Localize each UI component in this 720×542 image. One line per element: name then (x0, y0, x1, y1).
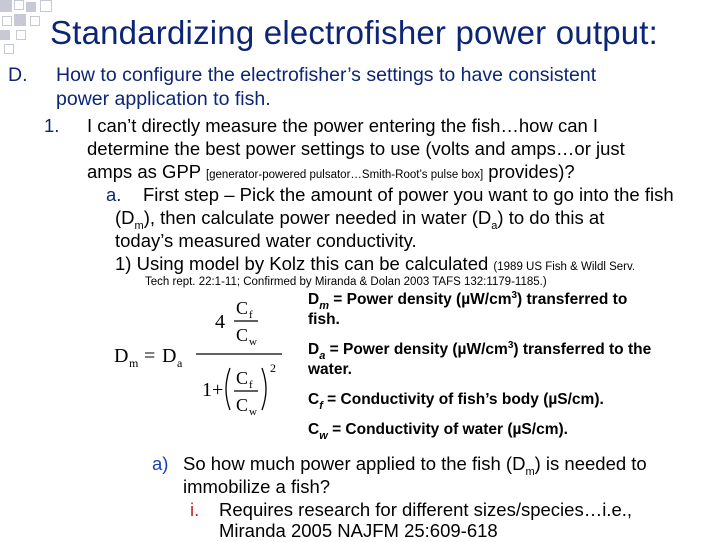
question-a-text2: ) is needed to (534, 453, 647, 474)
formula-one-plus: 1+ (202, 379, 224, 401)
def-da-text2: ) transferred to the (513, 341, 652, 358)
item-a-line2 (115, 207, 605, 232)
item-1-marker: 1. (44, 115, 60, 136)
def-da-sup: 3 (507, 340, 514, 351)
formula-C3: C (236, 368, 249, 388)
definition-cf (308, 391, 604, 412)
def-dm-text: = Power density (µW/cm (328, 291, 512, 308)
definition-da-line1 (308, 340, 652, 362)
formula-C4: C (236, 395, 249, 415)
step-1-line2: Tech rept. 22:1-11; Confirmed by Miranda & Dolan 2003 TAFS 132:1179-1185.) (145, 276, 547, 288)
def-dm-sub: m (319, 300, 329, 312)
subscript-m: m (134, 220, 144, 232)
formula-rhs-D: D (162, 345, 177, 367)
def-cw-C: C (308, 421, 320, 438)
def-cf-C: C (308, 391, 320, 408)
question-a-line2: immobilize a fish? (183, 476, 331, 497)
def-dm-sup: 3 (511, 290, 518, 301)
formula-lhs-m: m (129, 356, 139, 370)
formula-C1: C (236, 298, 249, 318)
formula-w2: w (249, 406, 257, 418)
item-1-line2: determine the best power settings to use (volts and amps…or just (87, 138, 625, 159)
definition-dm-line2: fish. (308, 311, 340, 328)
def-da-D: D (308, 341, 320, 358)
item-a-marker: a. (106, 184, 122, 205)
item-i-line2: Miranda 2005 NAJFM 25:609-618 (219, 520, 498, 541)
kolz-formula (112, 290, 307, 430)
item-1-line3-a: amps as GPP (87, 161, 201, 182)
definition-da-line2: water. (308, 361, 352, 378)
def-cw-text: = Conductivity of water (µS/cm). (327, 421, 568, 438)
def-da-text: = Power density (µW/cm (325, 341, 508, 358)
question-a-sub: m (525, 466, 535, 478)
def-cw-sub: w (319, 430, 328, 442)
step-1-text: 1) Using model by Kolz this can be calculated (115, 253, 489, 274)
formula-C2: C (236, 325, 249, 345)
formula-four: 4 (215, 311, 225, 333)
question-a-marker: a) (152, 453, 169, 474)
definition-dm-line1 (308, 290, 628, 312)
formula-equals: = (144, 345, 156, 367)
item-a-line3: today’s measured water conductivity. (115, 230, 417, 251)
item-a-line1: First step – Pick the amount of power you want to go into the fish (143, 184, 674, 205)
formula-exponent: 2 (270, 361, 276, 375)
item-a-line2-c: ), then calculate power needed in water (D (143, 207, 492, 228)
formula-rhs-a: a (177, 356, 183, 370)
item-i-line1: Requires research for different sizes/species…i.e., (219, 499, 633, 520)
item-a-line2-a: (D (115, 207, 135, 228)
def-dm-D: D (308, 291, 320, 308)
definition-cw (308, 421, 568, 442)
formula-f2: f (249, 379, 253, 391)
item-1-line3 (87, 161, 575, 183)
slide-title: Standardizing electrofisher power output: (50, 14, 659, 51)
item-i-marker: i. (190, 499, 200, 520)
question-a-text: So how much power applied to the fish (D (183, 453, 526, 474)
def-dm-text2: ) transferred to (517, 291, 628, 308)
item-1-line3-c: provides)? (488, 161, 575, 182)
bullet-d-line2: power application to fish. (56, 88, 271, 110)
question-a-line1 (183, 453, 647, 478)
item-1-line1: I can’t directly measure the power entering the fish…how can I (87, 115, 599, 136)
def-cf-sub: f (319, 400, 323, 412)
bullet-d-marker: D. (8, 64, 28, 86)
step-1-citation: (1989 US Fish & Wildl Serv. (493, 261, 636, 273)
def-cf-text: = Conductivity of fish’s body (µS/cm). (322, 391, 604, 408)
subscript-a: a (491, 220, 498, 232)
formula-f1: f (249, 309, 253, 321)
item-a-line2-e: ) to do this at (497, 207, 605, 228)
bullet-d-line1: How to configure the electrofisher’s settings to have consistent (56, 64, 597, 86)
formula-lhs-D: D (114, 345, 129, 367)
step-1-line1 (115, 253, 635, 275)
def-da-sub: a (319, 350, 326, 362)
item-1-line3-note: [generator-powered pulsator…Smith-Root’s pulse box] (205, 169, 484, 181)
formula-w1: w (249, 336, 257, 348)
